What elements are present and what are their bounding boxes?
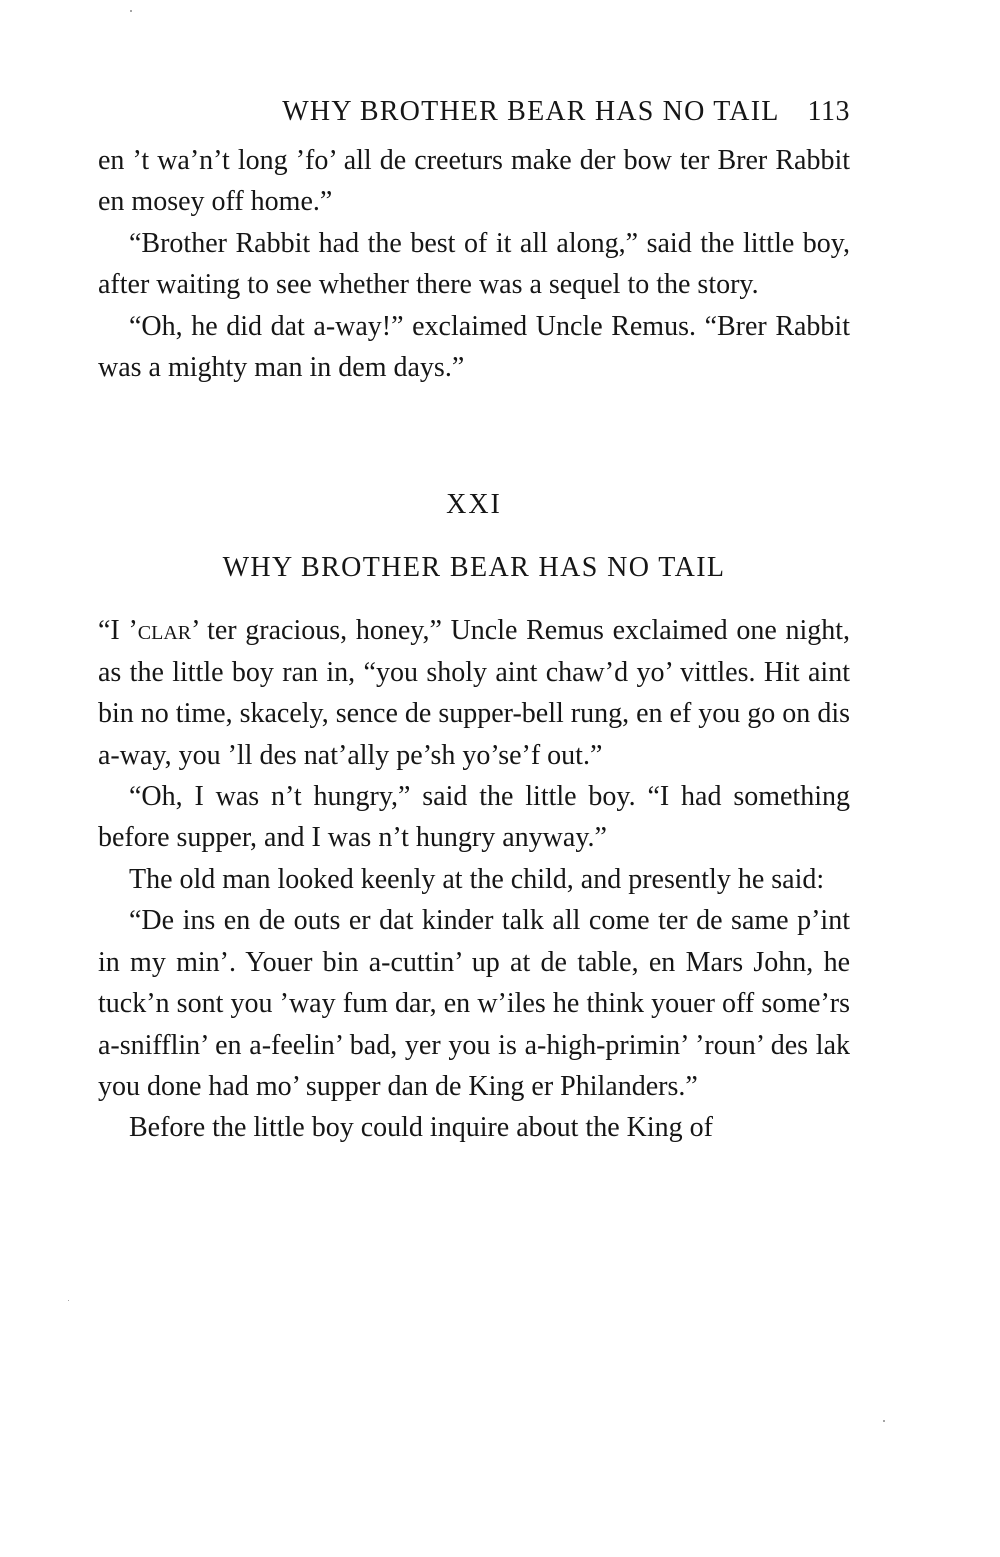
- chapter-title: WHY BROTHER BEAR HAS NO TAIL: [222, 552, 726, 584]
- chapter-opening-paragraph: [98, 610, 850, 776]
- paragraph: “Oh, he did dat a-way!” exclaimed Uncle Remus. “Brer Rabbit was a mighty man in dem days.”: [98, 310, 850, 384]
- paragraph: The old man looked keenly at the child, and presently he said:: [129, 863, 825, 895]
- opening-rest: ’ ter gracious, honey,” Uncle Remus exclaimed one night, as the little boy ran in, “you sholy aint chaw’d yo’ vittles. Hit aint bin no time, skacely, sence de supper-bell rung, en ef you go on dis a-way, you ’ll des nat’ally pe’sh yo’se’f out.”: [98, 615, 851, 771]
- running-title: WHY BROTHER BEAR HAS NO TAIL: [282, 96, 780, 127]
- story-ending: [98, 140, 850, 388]
- opening-quote: “I ’: [98, 615, 138, 647]
- paper-speck: [130, 10, 132, 12]
- book-page: [98, 96, 850, 1149]
- paragraph: Before the little boy could inquire about the King of: [129, 1112, 713, 1144]
- running-head: [98, 96, 850, 140]
- chapter-body: [98, 610, 850, 1148]
- small-caps-word: clar: [137, 615, 192, 647]
- paper-speck: [68, 1300, 69, 1301]
- page-number: 113: [807, 96, 850, 127]
- paragraph: “Brother Rabbit had the best of it all along,” said the little boy, after waiting to see whether there was a sequel to the story.: [98, 227, 850, 301]
- chapter-number: XXI: [446, 489, 502, 521]
- paragraph: “De ins en de outs er dat kinder talk all come ter de same p’int in my min’. Youer bin a-cuttin’ up at de table, en Mars John, he tuck’n sont you ’way fum dar, en w’iles he think youer off some’rs a-snifflin’ en a-feelin’ bad, yer you is a-high-primin’ ’roun’ des lak you done had mo’ supper dan de King er Philanders.”: [98, 905, 850, 1102]
- paragraph: en ’t wa’n’t long ’fo’ all de creeturs make der bow ter Brer Rabbit en mosey off home.”: [98, 145, 850, 218]
- paper-speck: [883, 1420, 885, 1422]
- paragraph: “Oh, I was n’t hungry,” said the little boy. “I had something before supper, and I was n’t hungry anyway.”: [98, 781, 850, 854]
